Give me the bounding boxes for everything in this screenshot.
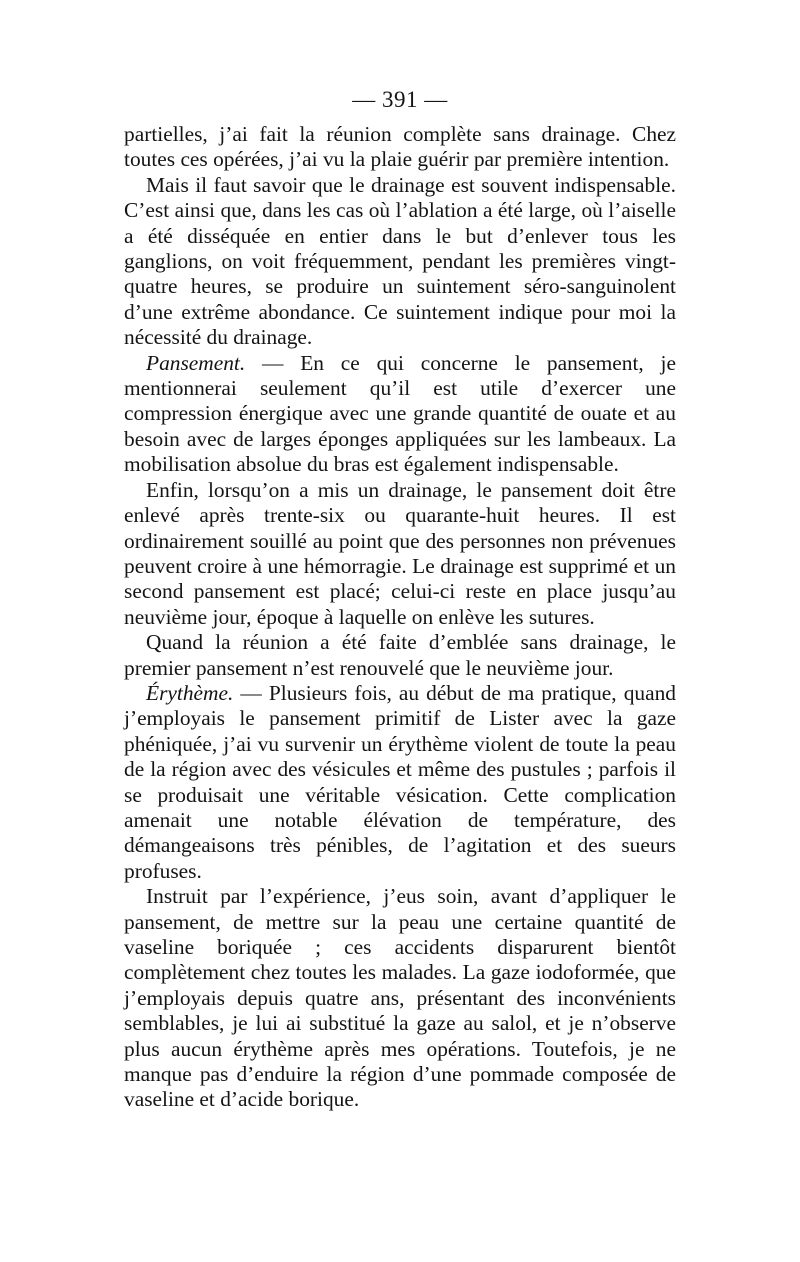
paragraph-continuation [124,122,676,173]
paragraph-reunion [124,630,676,681]
paragraph-instruit [124,884,676,1113]
page-content [124,84,676,1113]
paragraph-text: Mais il faut savoir que le drainage est souvent indispensable. C’est ainsi que, dans les cas où l’ablation a été large, où l’aiselle a été disséquée en entier dans le but d’enlever tous les ganglions, on voit fréquemment, pendant les premières vingt-quatre heures, se produire un suintement séro-sanguinolent d’une extrême abondance. Ce suintement indique pour moi la nécessité du drainage. [124,172,676,350]
paragraph-text: Enfin, lorsqu’on a mis un drainage, le pansement doit être enlevé après trente-six ou quarante-huit heures. Il est ordinairement souillé au point que des personnes non prévenues peuvent croire à une hémorragie. Le drainage est supprimé et un second pansement est placé; celui-ci reste en place jusqu’au neuvième jour, époque à laquelle on enlève les sutures. [124,477,676,629]
section-lead-erytheme: Érythème. [146,680,234,705]
paragraph-text: — Plusieurs fois, au début de ma pratique, quand j’employais le pansement primitif de Lister avec la gaze phéniquée, j’ai vu survenir un érythème violent de toute la peau de la région avec des vésicules et même des pustules ; parfois il se produisait une véritable vésication. Cette complication amenait une notable élévation de température, des démangeaisons très pénibles, de l’agitation et des sueurs profuses. [124,680,676,883]
paragraph-text: Quand la réunion a été faite d’emblée sans drainage, le premier pansement n’est renouvelé que le neuvième jour. [124,630,676,680]
paragraph-pansement [124,351,676,478]
paragraph-text: Instruit par l’expérience, j’eus soin, avant d’appliquer le pansement, de mettre sur la peau une certaine quantité de vaseline boriquée ; ces accidents disparurent bientôt complètement chez toutes les malades. La gaze iodoformée, que j’employais depuis quatre ans, présentant des inconvénients semblables, je lui ai substitué la gaze au salol, et je n’observe plus aucun érythème après mes opérations. Toutefois, je ne manque pas d’enduire la région d’une pommade composée de vaseline et d’acide borique. [124,884,676,1112]
paragraph-text: partielles, j’ai fait la réunion complète sans drainage. Chez toutes ces opérées, j’ai vu la plaie guérir par première intention. [124,122,676,172]
paragraph-text: — En ce qui concerne le pansement, je mentionnerai seulement qu’il est utile d’exercer une compression énergique avec une grande quantité de ouate et au besoin avec de larges éponges appliquées sur les lambeaux. La mobilisation absolue du bras est également indispensable. [124,350,676,477]
paragraph-enfin [124,478,676,630]
paragraph-erytheme [124,681,676,884]
section-lead-pansement: Pansement. [146,350,246,375]
page-number: — 391 — [352,87,448,112]
paragraph-drainage [124,173,676,351]
